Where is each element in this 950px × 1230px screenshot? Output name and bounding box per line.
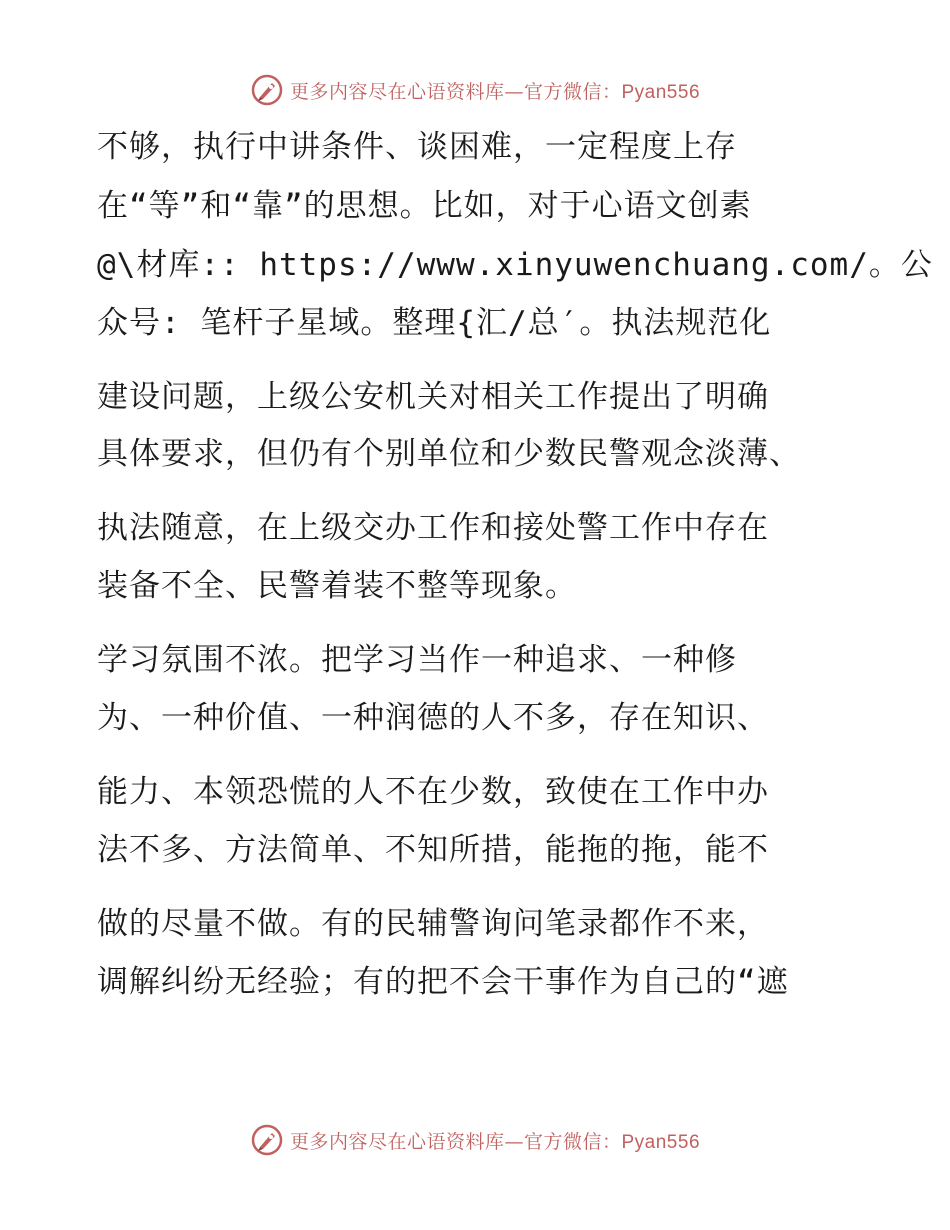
text-line: 为、一种价值、一种润德的人不多，存在知识、	[97, 700, 769, 736]
header-banner-id: Pyan556	[621, 81, 701, 103]
footer-banner	[0, 1120, 950, 1160]
text-line: 在“等”和“靠”的思想。比如，对于心语文创素	[97, 188, 752, 224]
header-banner-label: 更多内容尽在心语资料库—官方微信：	[289, 80, 622, 103]
text-line: 装备不全、民警着装不整等现象。	[97, 568, 577, 604]
text-line: 建设问题，上级公安机关对相关工作提出了明确	[97, 379, 769, 415]
header-banner-text	[290, 77, 700, 104]
footer-banner-label: 更多内容尽在心语资料库—官方微信：	[289, 1130, 622, 1153]
text-line: @\材库:: https://www.xinyuwenchuang.com/。公	[97, 247, 933, 283]
text-line: 学习氛围不浓。把学习当作一种追求、一种修	[97, 642, 737, 678]
text-line: 能力、本领恐慌的人不在少数，致使在工作中办	[97, 774, 769, 810]
text-line: 不够，执行中讲条件、谈困难，一定程度上存	[97, 129, 737, 165]
text-line: 法不多、方法简单、不知所措，能拖的拖，能不	[97, 832, 769, 868]
text-line: 调解纠纷无经验；有的把不会干事作为自己的“遮	[97, 964, 789, 1000]
footer-banner-id: Pyan556	[621, 1131, 701, 1153]
text-line: 众号: 笔杆子星域。整理{汇/总′。执法规范化	[97, 305, 772, 341]
header-banner	[0, 70, 950, 110]
pen-logo-icon	[250, 1123, 284, 1157]
pen-logo-icon	[250, 73, 284, 107]
text-line: 做的尽量不做。有的民辅警询问笔录都作不来，	[97, 906, 769, 942]
footer-banner-text	[290, 1127, 700, 1154]
text-line: 执法随意，在上级交办工作和接处警工作中存在	[97, 510, 769, 546]
text-line: 具体要求，但仍有个别单位和少数民警观念淡薄、	[97, 436, 801, 472]
